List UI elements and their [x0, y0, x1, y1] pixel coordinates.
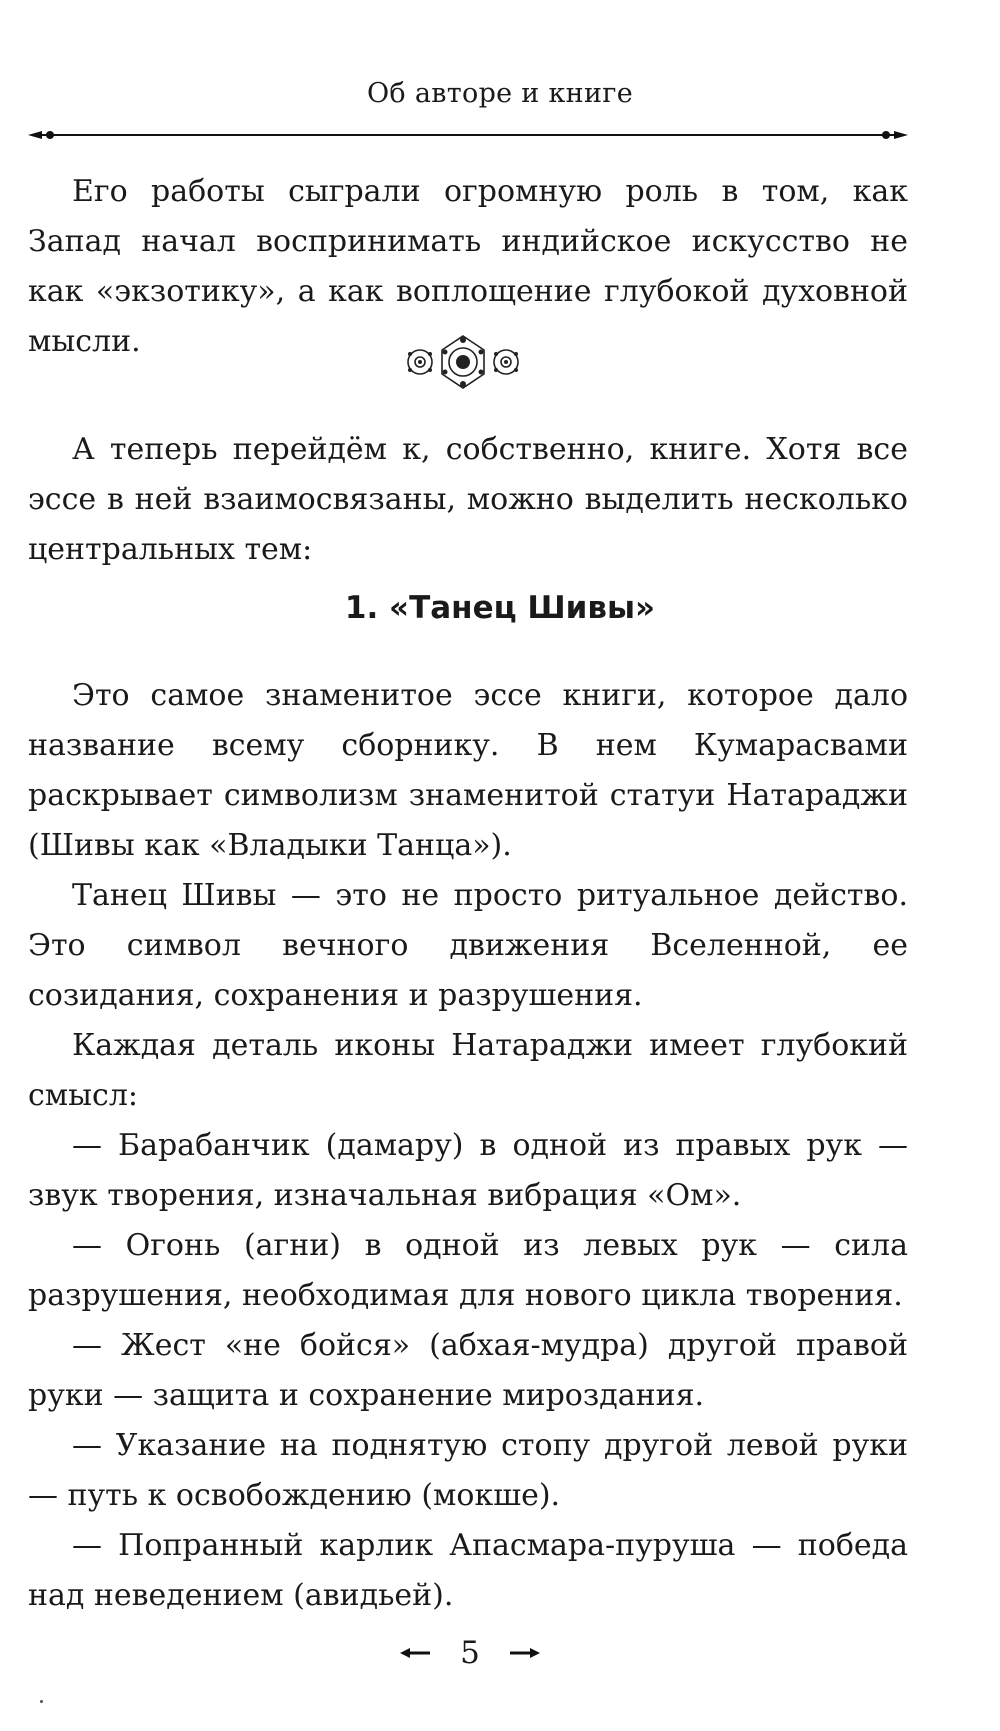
- running-header-title: Об авторе и книге: [367, 78, 633, 109]
- list-item: — Жест «не бойся» (абхая-мудра) другой правой руки — защита и сохранение мироздания.: [28, 1328, 908, 1413]
- list-item: — Попранный карлик Апасмара-пуруша — победа над неведением (авидьей).: [28, 1528, 908, 1613]
- list-item: — Указание на поднятую стопу другой левой руки — путь к освобождению (мокше).: [28, 1428, 908, 1513]
- transition-text: [28, 425, 908, 575]
- paragraph: Это самое знаменитое эссе книги, которое дало название всему сборнику. В нем Кумарасвами раскрывает символизм знаменитой статуи Натараджи (Шивы как «Владыки Танца»).: [28, 678, 908, 863]
- print-speck: [40, 1700, 43, 1703]
- lotus-ornament-icon: [398, 330, 528, 394]
- list-item: — Барабанчик (дамару) в одной из правых рук — звук творения, изначальная вибрация «Ом».: [28, 1128, 908, 1213]
- arrow-left-icon: [400, 1647, 430, 1659]
- section-heading: 1. «Танец Шивы»: [344, 590, 656, 626]
- section-body: [28, 671, 908, 1621]
- arrow-right-icon: [510, 1647, 540, 1659]
- header-rule: [28, 128, 908, 142]
- paragraph: Каждая деталь иконы Натараджи имеет глубокий смысл:: [28, 1028, 908, 1113]
- paragraph: Танец Шивы — это не просто ритуальное действо. Это символ вечного движения Вселенной, ее созидания, сохранения и разрушения.: [28, 878, 908, 1013]
- list-item: — Огонь (агни) в одной из левых рук — сила разрушения, необходимая для нового цикла творения.: [28, 1228, 908, 1313]
- page-footer: [0, 1633, 940, 1671]
- paragraph: А теперь перейдём к, собственно, книге. Хотя все эссе в ней взаимосвязаны, можно выделить несколько центральных тем:: [28, 432, 908, 567]
- page-number: 5: [460, 1634, 480, 1671]
- paragraph: Его работы сыграли огромную роль в том, как Запад начал воспринимать индийское искусство не как «экзотику», а как воплощение глубокой духовной мысли.: [28, 174, 908, 359]
